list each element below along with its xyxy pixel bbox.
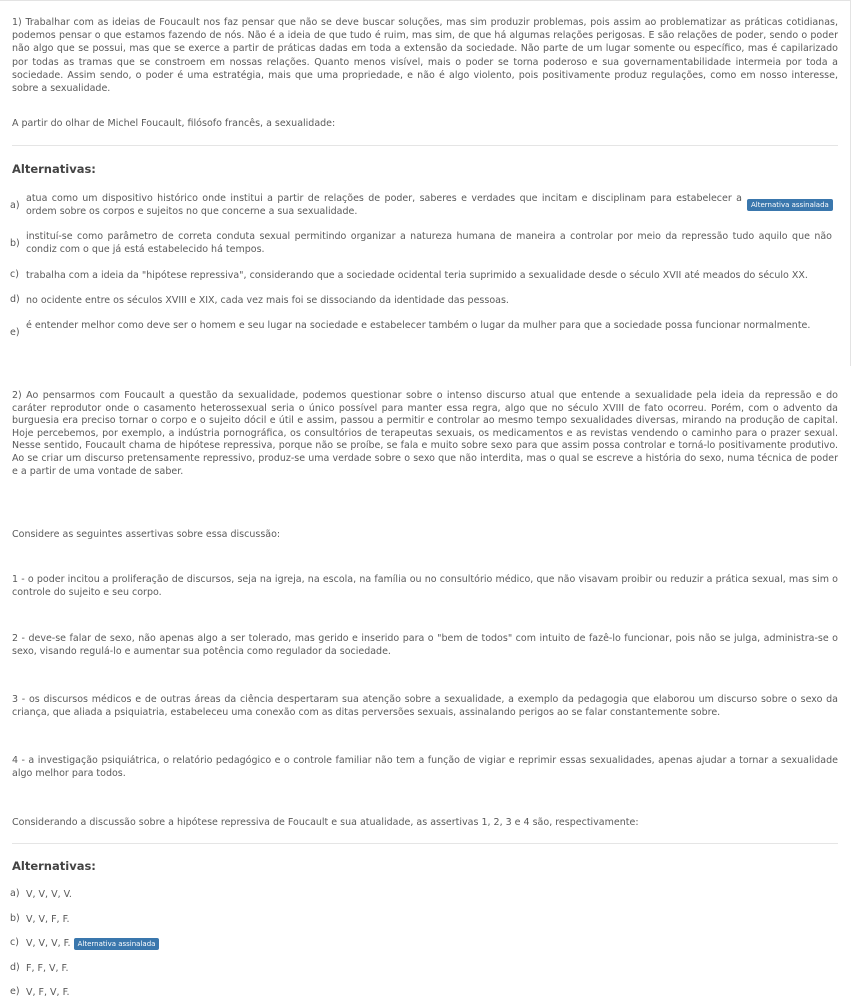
q1-option-b[interactable]: [10, 230, 840, 260]
q1-option-c[interactable]: [10, 269, 840, 285]
question-2: [0, 376, 851, 1004]
q1-option-d[interactable]: [10, 294, 840, 310]
option-letter: d): [10, 294, 20, 305]
q1-option-e[interactable]: [10, 319, 840, 349]
q1-option-a[interactable]: [10, 192, 840, 222]
q2-option-e[interactable]: [10, 986, 840, 1002]
option-letter: c): [10, 937, 19, 948]
question-1-prompt: A partir do olhar de Michel Foucault, filósofo francês, a sexualidade:: [12, 118, 336, 129]
q2-option-a[interactable]: [10, 888, 840, 904]
q2-option-c[interactable]: [10, 937, 840, 953]
option-text: V, F, V, F.: [26, 987, 70, 998]
assertion-4: 4 - a investigação psiquiátrica, o relatório pedagógico e o controle familiar não tem a função de vigiar e reprimir essas sexualidades, apenas ajudar a tornar a sexualidade algo melhor para todos.: [12, 755, 838, 780]
q2-option-d[interactable]: [10, 962, 840, 978]
option-letter: b): [10, 913, 20, 924]
option-letter: e): [10, 327, 20, 338]
option-letter: c): [10, 269, 19, 280]
alternatives-title: Alternativas:: [12, 162, 96, 176]
option-text: no ocidente entre os séculos XVIII e XIX, cada vez mais foi se dissociando da identidade das pessoas.: [26, 295, 509, 306]
option-letter: a): [10, 200, 20, 211]
question-2-prompt: Considerando a discussão sobre a hipótese repressiva de Foucault e sua atualidade, as assertivas 1, 2, 3 e 4 são, respectivamente:: [12, 817, 639, 828]
option-letter: d): [10, 962, 20, 973]
q2-option-b[interactable]: [10, 913, 840, 929]
option-text: atua como um dispositivo histórico onde institui a partir de relações de poder, saberes e verdades que incitam e disciplinam para estabelecer a ordem sobre os corpos e sujeitos no que concerne a sua sexualidade.: [26, 193, 742, 218]
option-text: trabalha com a ideia da "hipótese repressiva", considerando que a sociedade ocidental teria suprimido a sexualidade desde o século XVII até meados do século XX.: [26, 270, 808, 281]
assertion-2: 2 - deve-se falar de sexo, não apenas algo a ser tolerado, mas gerido e inserido para o "bem de todos" com intuito de fazê-lo funcionar, pois não se julga, administra-se o sexo, visando regulá-lo e aumentar sua potência como regulador da sociedade.: [12, 633, 838, 658]
option-letter: b): [10, 238, 20, 249]
option-letter: e): [10, 986, 20, 997]
divider: [12, 843, 838, 844]
option-text: instituí-se como parâmetro de correta conduta sexual permitindo organizar a natureza humana de maneira a controlar por meio da repressão tudo aquilo que não condiz com o que já está estabelecido há tempos.: [26, 231, 832, 256]
option-text-value: V, V, V, F.: [26, 938, 71, 949]
selected-alternative-badge: Alternativa assinalada: [747, 199, 833, 211]
selected-alternative-badge: Alternativa assinalada: [74, 938, 160, 950]
alternatives-title: Alternativas:: [12, 859, 96, 873]
question-1: [0, 0, 851, 366]
assertion-3: 3 - os discursos médicos e de outras áreas da ciência despertaram sua atenção sobre a sexualidade, a exemplo da pedagogia que elaborou um discurso sobre o sexo da criança, que aliada a psiquiatria, estabeleceu uma conexão com as ditas perversões sexuais, assinalando perigos ao se falar constantemente sobre.: [12, 694, 838, 719]
question-2-stem: 2) Ao pensarmos com Foucault a questão da sexualidade, podemos questionar sobre o intenso discurso atual que entende a sexualidade pela ideia da repressão e do caráter reprodutor onde o casamento heterossexual seria o único possível para manter essa regra, algo que no século XVIII de fato ocorreu. Porém, com o advento da burguesia era preciso tornar o corpo e o sujeito dócil e útil e assim, passou a permitir e controlar ao mesmo tempo sexualidades diversas, mirando na produção de capital. Hoje percebemos, por exemplo, a indústria pornográfica, os consultórios de terapeutas sexuais, os medicamentos e as revistas vendendo o caminho para o prazer sexual. Nesse sentido, Foucault chama de hipótese repressiva, porque não se proíbe, se fala e muito sobre sexo para que assim possa controlar e torná-lo positivamente produtivo. Ao se criar um discurso pretensamente repressivo, produz-se uma verdade sobre o sexo que não interdita, mas o qual se escreve a história do sexo, numa técnica de poder e a partir de uma vontade de saber.: [12, 390, 838, 477]
option-text: F, F, V, F.: [26, 963, 69, 974]
option-text: V, V, V, V.: [26, 889, 72, 900]
option-letter: a): [10, 888, 20, 899]
assertion-1: 1 - o poder incitou a proliferação de discursos, seja na igreja, na escola, na família ou no consultório médico, que não visavam proibir ou reduzir a prática sexual, mas sim o controle do sujeito e seu corpo.: [12, 574, 838, 599]
consider-text: Considere as seguintes assertivas sobre essa discussão:: [12, 529, 281, 540]
divider: [12, 145, 838, 146]
option-text: V, V, F, F.: [26, 914, 70, 925]
option-text: é entender melhor como deve ser o homem e seu lugar na sociedade e estabelecer também o lugar da mulher para que a sociedade possa funcionar normalmente.: [26, 320, 811, 331]
question-1-stem: 1) Trabalhar com as ideias de Foucault nos faz pensar que não se deve buscar soluções, mas sim produzir problemas, pois assim ao problematizar as práticas cotidianas, podemos pensar o que estamos fazendo de nós. Não é a ideia de que tudo é ruim, mas sim, de que há algumas relações perigosas. E são relações de poder, sendo o poder não algo que se possui, mas que se exerce a partir de práticas dadas em toda a extensão da sociedade. Não parte de um lugar somente ou específico, mas é capilarizado por todas as tramas que se constroem em nossas relações. Quanto menos visível, mais o poder se torna poderoso e sua governamentabilidade intermeia por toda a sociedade. Assim sendo, o poder é uma estratégia, mais que uma propriedade, e não é algo violento, pois positivamente produz regulações, como em nosso interesse, sobre a sexualidade.: [12, 17, 838, 95]
option-text: [26, 937, 832, 950]
